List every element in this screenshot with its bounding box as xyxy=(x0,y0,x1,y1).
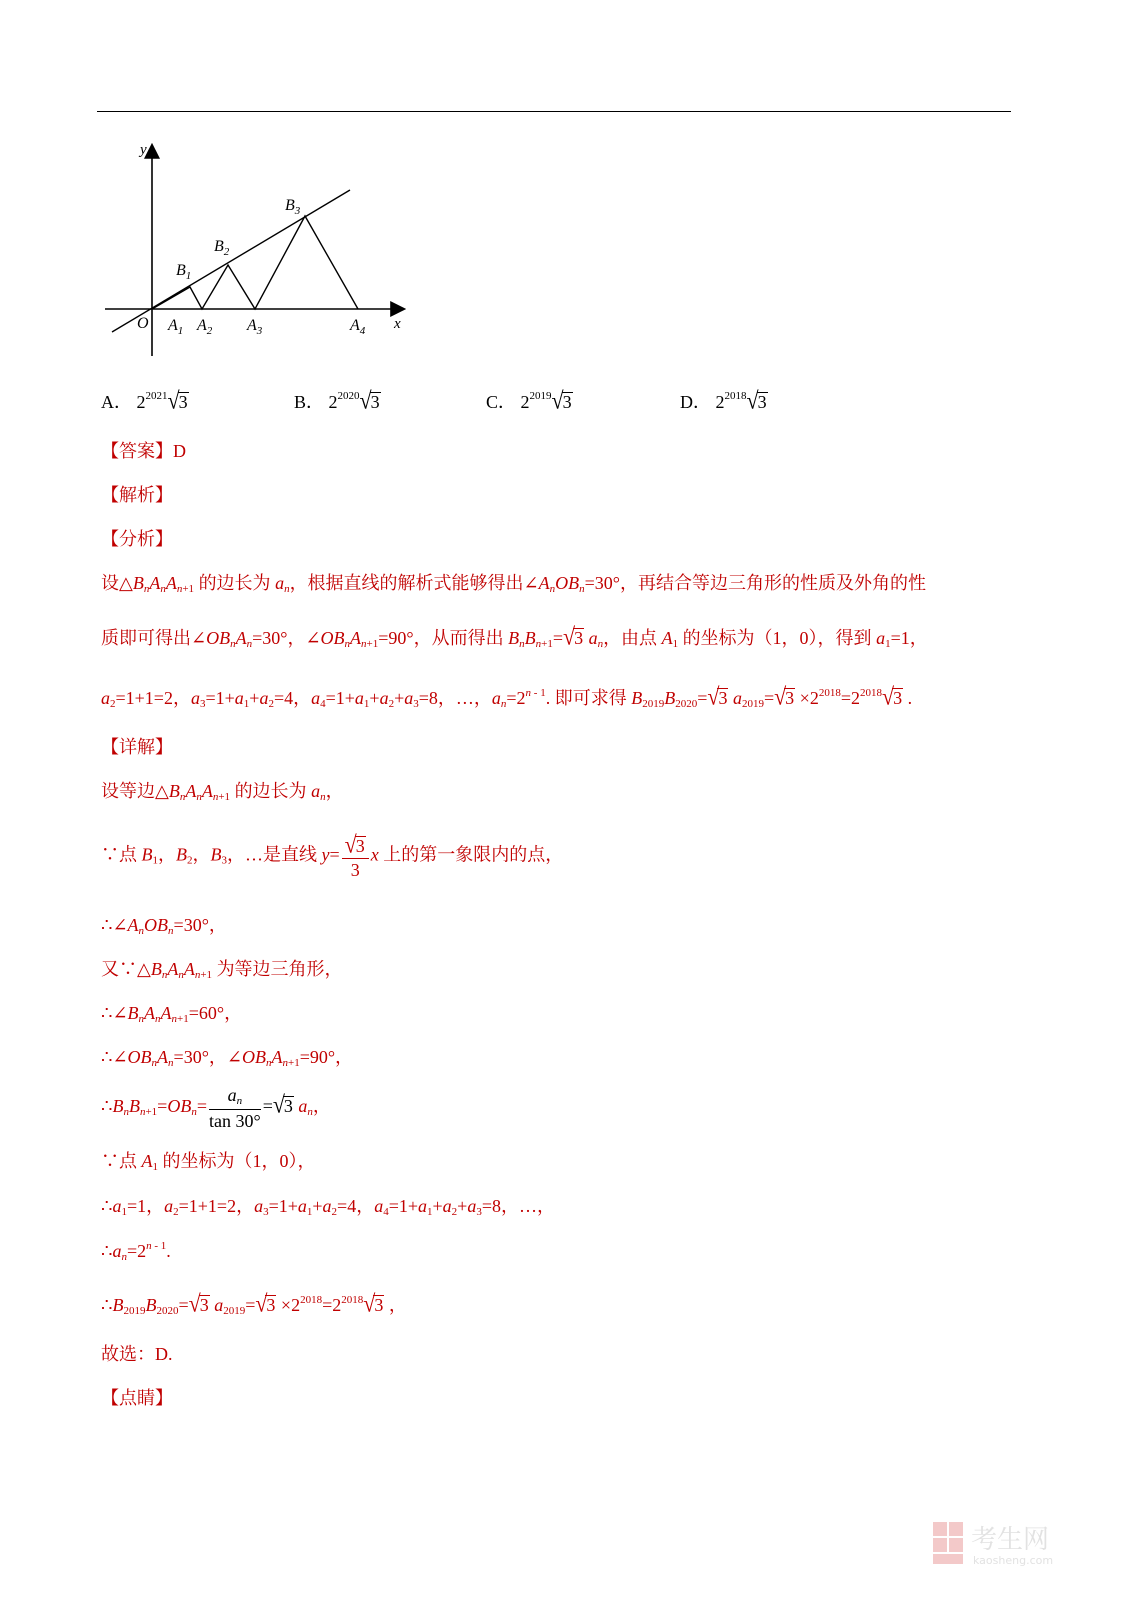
choice-d[interactable]: D． $2^{2018}√3$ xyxy=(680,386,767,415)
header-rule xyxy=(97,111,1011,112)
solution-line-8: ∵点 $A_1$ 的坐标为（1，0）， xyxy=(101,1151,316,1173)
heading-dianjing: 【点睛】 xyxy=(101,1388,173,1408)
solution-line-11: $\therefore B_{2019}B_{2020}=√3$ $a_{2019}=√3 \times 2^{2018}=2^{2018}√3$ ， xyxy=(101,1289,407,1318)
analysis-line-2: 质即可得出$\angle OB_nA_n=30^\circ$，$\angle OB_nA_{n+1}=90^\circ$，从而得出 $B_nB_{n+1}=√3$ $a_n$，由点 $A_1$ 的坐标为（1，0），得到 $a_1=1$， xyxy=(101,622,928,651)
choice-b[interactable]: B． $2^{2020}√3$ xyxy=(294,386,380,415)
analysis-line-1: 设$\triangle B_nA_nA_{n+1}$ 的边长为 $a_n$，根据直线的解析式能够得出$\angle A_nOB_n=30^\circ$，再结合等边三角形的性质及外角的性 xyxy=(101,573,927,595)
answer-line: 【答案】D xyxy=(101,441,186,461)
label-B2: $B_2$ xyxy=(214,238,230,258)
solution-line-9: $\therefore a_1=1$，$a_2=1+1=2$，$a_3=1+a_1+a_2=4$，$a_4=1+a_1+a_2+a_3=8$，…， xyxy=(101,1196,555,1218)
coordinate-figure xyxy=(100,138,415,363)
svg-text:kaosheng.com: kaosheng.com xyxy=(973,1554,1054,1567)
heading-fenxi: 【分析】 xyxy=(101,529,173,549)
kaosheng-watermark-logo xyxy=(931,1516,1091,1568)
y-axis-label: y xyxy=(140,142,147,158)
line-y-eq xyxy=(112,190,350,332)
label-A2: $A_2$ xyxy=(197,317,213,337)
label-B3: $B_3$ xyxy=(285,197,301,217)
final-answer: 故选：D. xyxy=(101,1344,173,1364)
solution-line-6: $\therefore\angle OB_nA_n=30^\circ$，$\angle OB_nA_{n+1}=90^\circ$， xyxy=(101,1047,354,1069)
label-A1: $A_1$ xyxy=(168,317,184,337)
solution-line-7: $\therefore B_nB_{n+1}=OB_n=$ $\frac{a_n}{\tan 30^\circ}$ =√3 $a_n$， xyxy=(101,1085,331,1131)
solution-line-4: 又$\because\triangle B_nA_nA_{n+1}$ 为等边三角形， xyxy=(101,959,343,981)
solution-line-1: 设等边$\triangle B_nA_nA_{n+1}$ 的边长为 $a_n$， xyxy=(101,781,344,803)
choice-a[interactable]: A． $2^{2021}√3$ xyxy=(101,386,188,415)
solution-line-2: ∵点 $B_1$，$B_2$，$B_3$，…是直线 y= $\frac{√3}{3}$ x 上的第一象限内的点， xyxy=(101,830,564,880)
choice-c[interactable]: C． $2^{2019}√3$ xyxy=(486,386,572,415)
solution-line-5: $\therefore\angle B_nA_nA_{n+1}=60^\circ$， xyxy=(101,1003,243,1025)
solution-line-3: $\therefore\angle A_nOB_n=30^\circ$， xyxy=(101,915,227,937)
origin-label: O xyxy=(137,315,149,332)
label-A4: $A_4$ xyxy=(350,317,366,337)
heading-xiangjie: 【详解】 xyxy=(101,737,173,757)
svg-text:考生网: 考生网 xyxy=(971,1525,1050,1555)
solution-line-10: $\therefore a_n=2^{n - 1}$. xyxy=(101,1240,171,1263)
heading-jiexi: 【解析】 xyxy=(101,485,173,505)
label-A3: $A_3$ xyxy=(247,317,263,337)
analysis-line-3: $a_2=1+1=2$，$a_3=1+a_1+a_2=4$，$a_4=1+a_1+a_2+a_3=8$，…，$a_n=2^{n - 1}$. 即可求得 $B_{2019}B_{2020}=√3$ $a_{2019}=√3 \times 2^{2018}=2^{2018}√3$ . xyxy=(101,682,913,711)
x-axis-label: x xyxy=(394,316,401,332)
label-B1: $B_1$ xyxy=(176,262,192,282)
